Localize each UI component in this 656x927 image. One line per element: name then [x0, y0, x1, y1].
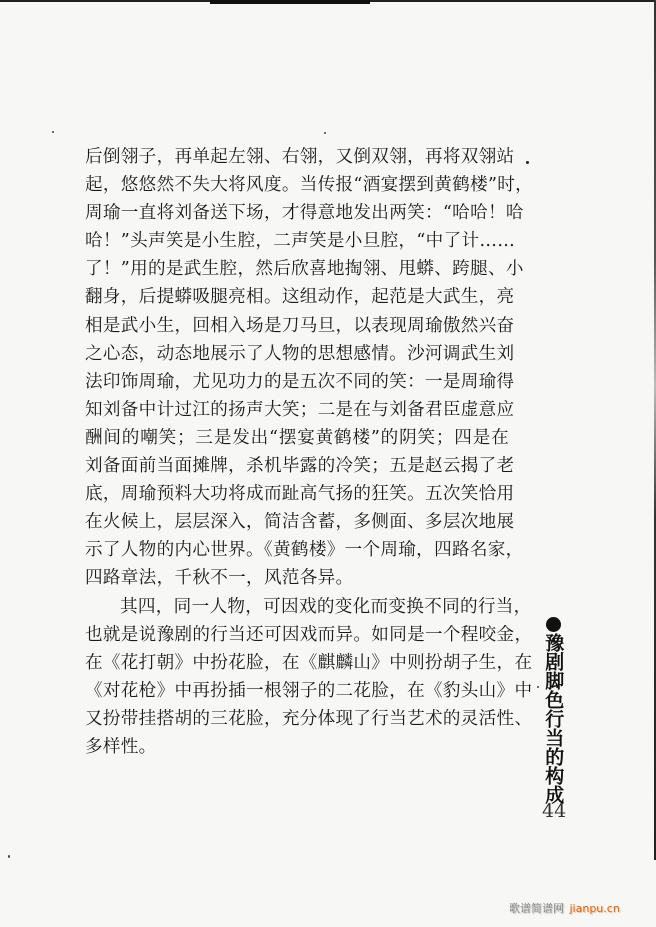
watermark-site-name: 歌谱简谱网	[509, 902, 564, 915]
paragraph-start-line: 其四，同一人物，可因戏的变化而变换不同的行当，	[120, 596, 532, 617]
page-number: 44	[542, 800, 567, 822]
watermark-url: jianpu.cn	[569, 902, 620, 915]
paragraph-end-line: 多样性。	[85, 736, 157, 757]
text-line: 也就是说豫剧的行当还可因戏而异。如同是一个程咬金，	[85, 624, 533, 645]
scan-speck	[537, 686, 539, 688]
page-body-text	[85, 143, 534, 761]
scan-speck	[52, 131, 54, 133]
text-line: 在火候上，层层深入，简洁含蓄，多侧面、多层次地展	[85, 512, 515, 533]
text-line: 周瑜一直将刘备送下场，才得意地发出两笑：“哈哈！哈	[85, 203, 524, 224]
scan-speck	[8, 855, 10, 858]
text-line: 又扮带挂搭胡的三花脸，充分体现了行当艺术的灵活性、	[85, 708, 533, 729]
text-line: 示了人物的内心世界。《黄鹤楼》一个周瑜，四路名家，	[85, 540, 524, 561]
watermark	[509, 900, 620, 916]
text-line: 法印饰周瑜，尤见功力的是五次不同的笑：一是周瑜得	[85, 371, 515, 392]
text-line: 翻身，后提蟒吸腿亮相。这组动作，起范是大武生，亮	[85, 287, 515, 308]
chapter-title-vertical: 豫剧脚色行当的构成	[542, 633, 565, 804]
text-line: 相是武小生，回相入场是刀马旦，以表现周瑜傲然兴奋	[85, 315, 515, 336]
text-line: 起，悠悠然不失大将风度。当传报“酒宴摆到黄鹤楼”时，	[85, 175, 534, 196]
text-line: 酬间的嘲笑；三是发出“摆宴黄鹤楼”的阴笑；四是在	[85, 427, 509, 448]
text-line: 了！”用的是武生腔，然后欣喜地掏翎、甩蟒、跨腿、小	[85, 259, 524, 280]
bullet-dot-icon	[546, 617, 561, 632]
chapter-side-title	[541, 617, 565, 804]
text-line: 在《花打朝》中扮花脸，在《麒麟山》中则扮胡子生，在	[85, 652, 533, 673]
text-line: 哈！”头声笑是小生腔，二声笑是小旦腔，“中了计……	[85, 231, 516, 252]
text-line: 底，周瑜预料大功将成而趾高气扬的狂笑。五次笑恰用	[85, 484, 515, 505]
scan-speck	[324, 132, 326, 134]
text-line: 后倒翎子，再单起左翎、右翎，又倒双翎，再将双翎站	[85, 147, 515, 167]
text-line: 《对花枪》中再扮插一根翎子的二花脸，在《豹头山》中	[85, 680, 533, 701]
scan-top-border-mark	[210, 0, 370, 4]
text-line: 之心态，动态地展示了人物的思想感情。沙河调武生刘	[85, 343, 515, 364]
text-line: 刘备面前当面摊牌，杀机毕露的冷笑；五是赵云揭了老	[85, 456, 515, 477]
paragraph-end-line: 四路章法，千秋不一，风范各异。	[85, 568, 354, 589]
margin-speck	[526, 161, 529, 164]
text-line: 知刘备中计过江的扬声大笑；二是在与刘备君臣虚意应	[85, 399, 515, 420]
